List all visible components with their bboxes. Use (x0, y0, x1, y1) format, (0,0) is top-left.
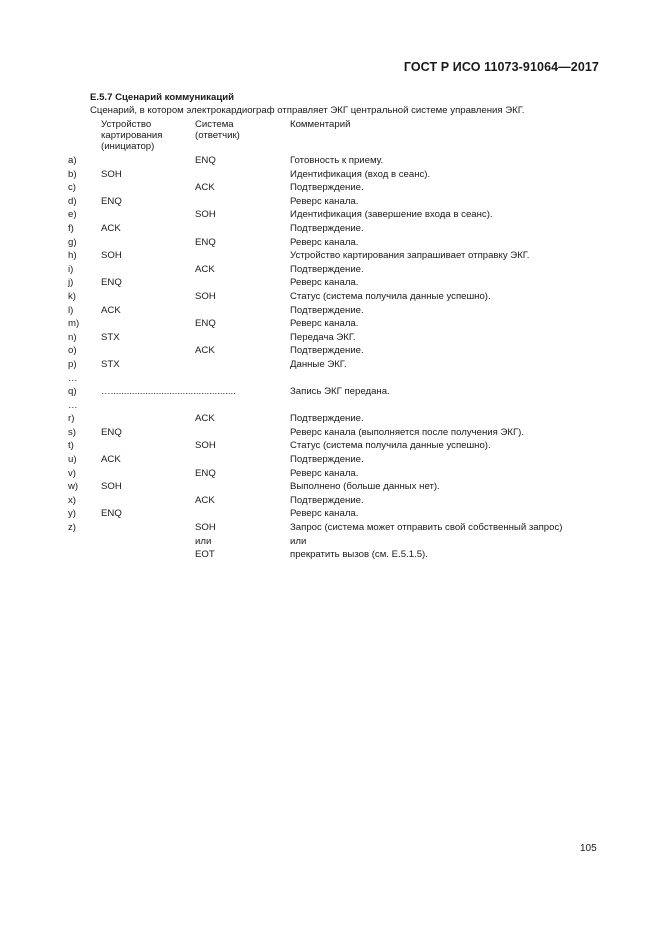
row-system-signal: ACK (195, 413, 215, 425)
row-comment: Реверс канала. (290, 467, 359, 479)
table-row (0, 236, 661, 250)
table-row (0, 181, 661, 195)
row-comment: Подтверждение. (290, 222, 364, 234)
table-row (0, 467, 661, 481)
row-label: i) (68, 263, 74, 275)
row-label: e) (68, 209, 77, 221)
table-row (0, 317, 661, 331)
table-row (0, 249, 661, 263)
section-intro: Сценарий, в котором электрокардиограф отправляет ЭКГ центральной системе управления ЭКГ. (90, 105, 525, 116)
row-label: r) (68, 413, 75, 425)
table-row (0, 276, 661, 290)
row-comment: Подтверждение. (290, 494, 364, 506)
row-device-signal: ACK (101, 454, 121, 466)
document-header-title: ГОСТ Р ИСО 11073-91064—2017 (403, 60, 599, 74)
table-row (0, 290, 661, 304)
row-system-signal: ACK (195, 182, 215, 194)
row-device-signal: ENQ (101, 426, 122, 438)
row-label: k) (68, 290, 76, 302)
row-comment: прекратить вызов (см. E.5.1.5). (290, 549, 428, 561)
row-label: p) (68, 358, 77, 370)
row-label: f) (68, 222, 74, 234)
table-rows (0, 154, 661, 562)
row-label: m) (68, 318, 80, 330)
row-comment: Подтверждение. (290, 263, 364, 275)
row-comment: Запрос (система может отправить свой собственный запрос) (290, 522, 563, 534)
row-label: n) (68, 331, 77, 343)
table-row (0, 208, 661, 222)
row-system-signal: ENQ (195, 155, 216, 166)
row-device-signal: ENQ (101, 195, 122, 207)
column-header-system-line: (ответчик) (195, 130, 240, 141)
table-row (0, 263, 661, 277)
table-row (0, 507, 661, 521)
row-device-signal: SOH (101, 250, 122, 262)
row-comment: Устройство картирования запрашивает отправку ЭКГ. (290, 250, 530, 262)
row-comment: Идентификация (завершение входа в сеанс). (290, 209, 493, 221)
table-row (0, 304, 661, 318)
row-device-signal: STX (101, 358, 120, 370)
row-label: v) (68, 467, 76, 479)
row-device-signal: STX (101, 331, 120, 343)
table-row (0, 385, 661, 399)
row-comment: Статус (система получила данные успешно). (290, 440, 491, 452)
row-label: w) (68, 481, 79, 493)
row-label: d) (68, 195, 77, 207)
row-system-signal: ENQ (195, 236, 216, 248)
column-header-device-line: (инициатор) (101, 141, 155, 152)
row-label: h) (68, 250, 77, 262)
row-device-signal: ENQ (101, 277, 122, 289)
table-row (0, 521, 661, 535)
row-label: g) (68, 236, 77, 248)
row-label: o) (68, 345, 77, 357)
page-number: 105 (580, 843, 597, 854)
column-header-system-line: Система (195, 119, 234, 130)
column-header-comment: Комментарий (290, 119, 351, 130)
row-system-signal: SOH (195, 440, 216, 452)
row-label: s) (68, 426, 76, 438)
row-system-signal: SOH (195, 290, 216, 302)
row-system-signal: ACK (195, 345, 215, 357)
row-system-signal: SOH (195, 522, 216, 534)
row-system-signal: ACK (195, 263, 215, 275)
row-comment: Идентификация (вход в сеанс). (290, 168, 431, 180)
row-system-signal: SOH (195, 209, 216, 221)
row-label: … (68, 372, 78, 384)
section-title: E.5.7 Сценарий коммуникаций (90, 92, 235, 103)
table-row (0, 412, 661, 426)
row-comment: Выполнено (больше данных нет). (290, 481, 440, 493)
row-system-signal: EOT (195, 549, 215, 561)
row-comment: Подтверждение. (290, 182, 364, 194)
table-row (0, 548, 661, 562)
row-comment: Реверс канала. (290, 318, 359, 330)
table-row (0, 372, 661, 386)
row-comment: Реверс канала. (290, 277, 359, 289)
row-comment: Данные ЭКГ. (290, 358, 347, 370)
row-device-signal: SOH (101, 481, 122, 493)
column-header-system (195, 119, 240, 141)
row-label: b) (68, 168, 77, 180)
row-device-signal: SOH (101, 168, 122, 180)
row-label: q) (68, 386, 77, 398)
row-label: c) (68, 182, 76, 194)
row-label: u) (68, 454, 77, 466)
row-system-signal: ACK (195, 494, 215, 506)
row-system-signal: ENQ (195, 318, 216, 330)
table-row (0, 222, 661, 236)
table-row (0, 439, 661, 453)
table-row (0, 480, 661, 494)
row-device-signal: ACK (101, 222, 121, 234)
row-system-signal: ENQ (195, 467, 216, 479)
row-label: a) (68, 155, 77, 166)
row-comment: Реверс канала. (290, 236, 359, 248)
row-label: l) (68, 304, 74, 316)
row-device-signal: …............................................... (101, 386, 236, 398)
row-label: t) (68, 440, 74, 452)
table-row (0, 168, 661, 182)
row-comment: Готовность к приему. (290, 155, 384, 166)
row-comment: Запись ЭКГ передана. (290, 386, 390, 398)
row-comment: Реверс канала. (290, 195, 359, 207)
table-row (0, 494, 661, 508)
table-row (0, 358, 661, 372)
table-row (0, 344, 661, 358)
table-row (0, 535, 661, 549)
row-comment: Реверс канала (выполняется после получения ЭКГ). (290, 426, 525, 438)
table-row (0, 453, 661, 467)
column-header-device-line: картирования (101, 130, 163, 141)
row-device-signal: ENQ (101, 508, 122, 520)
row-comment: или (290, 535, 307, 547)
table-row (0, 426, 661, 440)
column-header-device-line: Устройство (101, 119, 152, 130)
row-label: y) (68, 508, 76, 520)
row-label: x) (68, 494, 76, 506)
table-row (0, 154, 661, 168)
row-comment: Статус (система получила данные успешно). (290, 290, 491, 302)
row-comment: Передача ЭКГ. (290, 331, 356, 343)
row-comment: Подтверждение. (290, 345, 364, 357)
table-row (0, 399, 661, 413)
table-row (0, 331, 661, 345)
row-comment: Подтверждение. (290, 454, 364, 466)
row-comment: Подтверждение. (290, 413, 364, 425)
row-system-signal: или (195, 535, 212, 547)
row-label: z) (68, 522, 76, 534)
row-label: … (68, 399, 78, 411)
row-label: j) (68, 277, 74, 289)
row-comment: Подтверждение. (290, 304, 364, 316)
column-header-device (101, 119, 162, 152)
row-device-signal: ACK (101, 304, 121, 316)
table-row (0, 195, 661, 209)
row-comment: Реверс канала. (290, 508, 359, 520)
